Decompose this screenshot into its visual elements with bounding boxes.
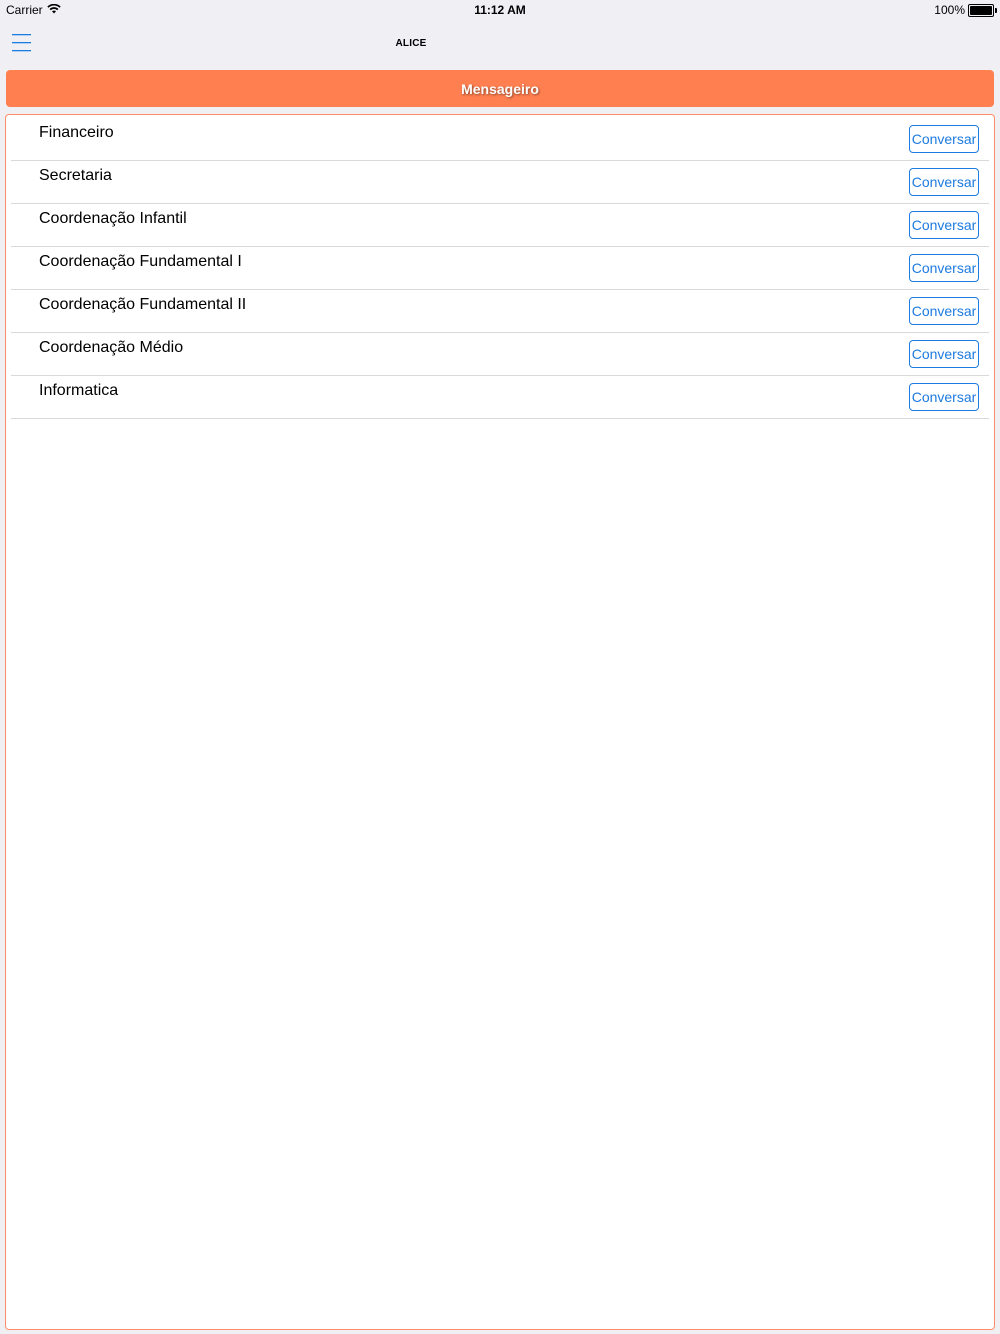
chat-button-coordenacao-infantil[interactable]: Conversar [909, 211, 979, 239]
chat-button-informatica[interactable]: Conversar [909, 383, 979, 411]
contact-label: Coordenação Infantil [39, 210, 187, 227]
contact-label: Coordenação Fundamental I [39, 253, 242, 270]
contact-row-financeiro [11, 118, 989, 161]
contact-label: Financeiro [39, 124, 114, 141]
status-bar [0, 0, 1000, 20]
section-title: Mensageiro [461, 80, 539, 97]
navigation-bar [0, 20, 1000, 66]
chat-button-financeiro[interactable]: Conversar [909, 125, 979, 153]
chat-button-secretaria[interactable]: Conversar [909, 168, 979, 196]
battery-percent: 100% [934, 3, 965, 17]
section-header [6, 70, 994, 107]
status-time: 11:12 AM [474, 3, 526, 17]
contact-row-coordenacao-medio [11, 333, 989, 376]
nav-title: ALICE [395, 38, 427, 49]
carrier-label: Carrier [6, 3, 43, 17]
contact-label: Secretaria [39, 167, 112, 184]
contact-row-coordenacao-infantil [11, 204, 989, 247]
contact-row-coordenacao-fundamental-ii [11, 290, 989, 333]
chat-button-coordenacao-medio[interactable]: Conversar [909, 340, 979, 368]
chat-button-coordenacao-fundamental-i[interactable]: Conversar [909, 254, 979, 282]
contact-row-secretaria [11, 161, 989, 204]
contact-list [11, 118, 989, 419]
chat-button-coordenacao-fundamental-ii[interactable]: Conversar [909, 297, 979, 325]
contact-row-coordenacao-fundamental-i [11, 247, 989, 290]
contact-row-informatica [11, 376, 989, 419]
contact-label: Coordenação Fundamental II [39, 296, 247, 313]
battery-icon [968, 4, 994, 17]
contact-label: Informatica [39, 382, 119, 399]
battery-indicator [934, 3, 994, 17]
contact-label: Coordenação Médio [39, 339, 184, 356]
contact-list-panel [5, 114, 995, 1330]
